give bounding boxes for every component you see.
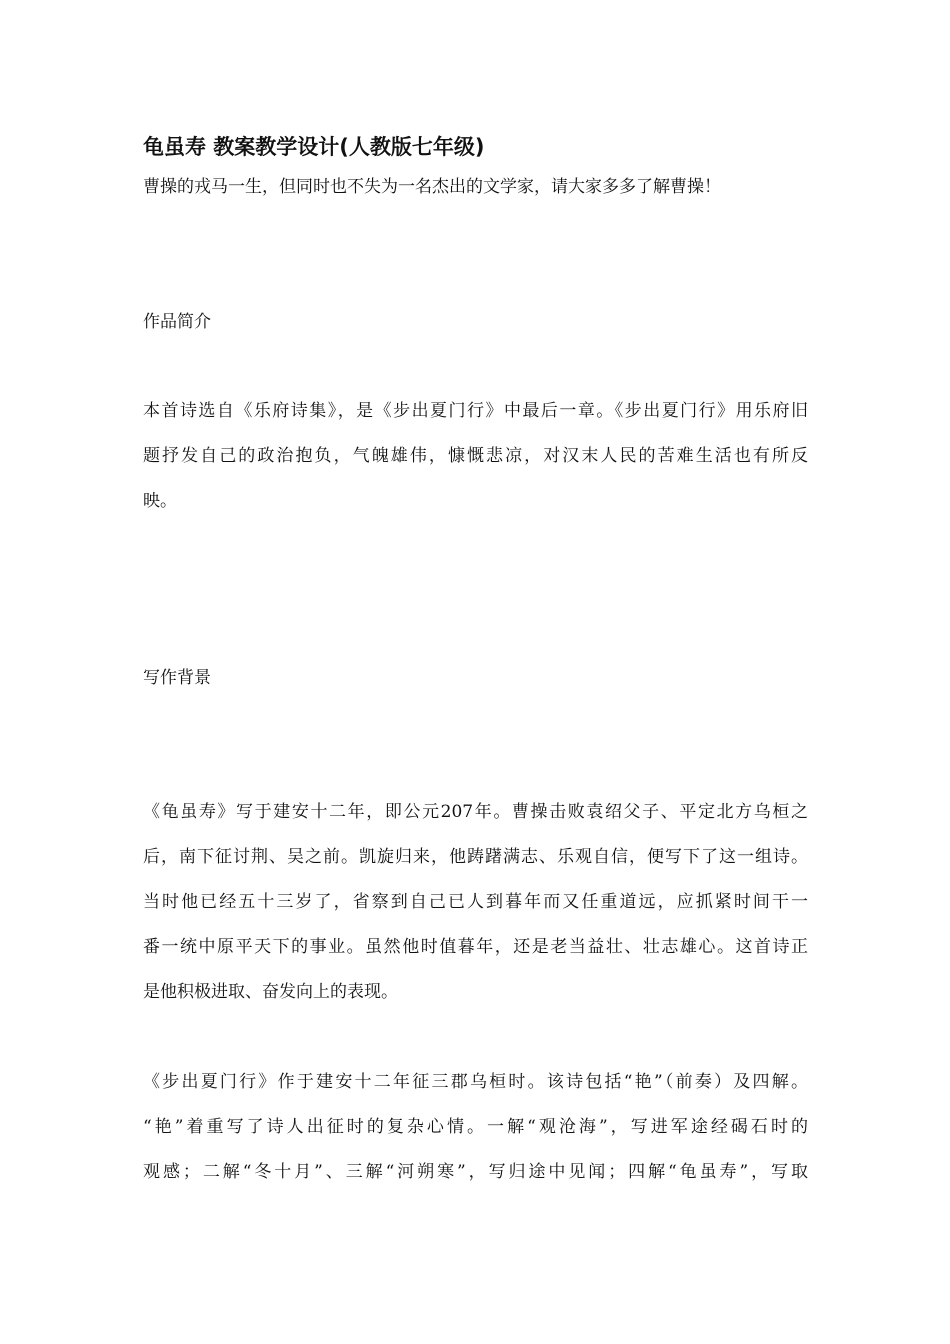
section-heading-intro: 作品简介 (143, 312, 211, 332)
paragraph-background-2 (143, 1060, 808, 1195)
paragraph-line: 本首诗选自《乐府诗集》，是《步出夏门行》中最后一章。《步出夏门行》用乐府旧 (143, 401, 808, 421)
paragraph-line: 《龟虽寿》写于建安十二年，即公元207年。曹操击败袁绍父子、平定北方乌桓之 (143, 802, 808, 822)
paragraph-line: “艳”着重写了诗人出征时的复杂心情。一解“观沧海”，写进军途经碣石时的 (143, 1117, 808, 1137)
document-subtitle: 曹操的戎马一生，但同时也不失为一名杰出的文学家，请大家多多了解曹操！ (143, 177, 721, 197)
paragraph-intro (143, 389, 808, 524)
document-title: 龟虽寿 教案教学设计(人教版七年级) (143, 135, 485, 159)
paragraph-background-1 (143, 790, 808, 1015)
section-heading-background: 写作背景 (143, 668, 211, 688)
paragraph-line: 题抒发自己的政治抱负，气魄雄伟，慷慨悲凉，对汉末人民的苦难生活也有所反 (143, 446, 808, 466)
paragraph-line: 后，南下征讨荆、吴之前。凯旋归来，他踌躇满志、乐观自信，便写下了这一组诗。 (143, 847, 808, 867)
paragraph-line: 《步出夏门行》作于建安十二年征三郡乌桓时。该诗包括“艳”（前奏）及四解。 (143, 1072, 808, 1092)
paragraph-line: 是他积极进取、奋发向上的表现。 (143, 982, 398, 1002)
paragraph-line: 当时他已经五十三岁了，省察到自己已人到暮年而又任重道远，应抓紧时间干一 (143, 892, 808, 912)
paragraph-line: 映。 (143, 491, 177, 511)
paragraph-line: 番一统中原平天下的事业。虽然他时值暮年，还是老当益壮、壮志雄心。这首诗正 (143, 937, 808, 957)
paragraph-line: 观感；二解“冬十月”、三解“河朔寒”，写归途中见闻；四解“龟虽寿”，写取 (143, 1162, 808, 1182)
